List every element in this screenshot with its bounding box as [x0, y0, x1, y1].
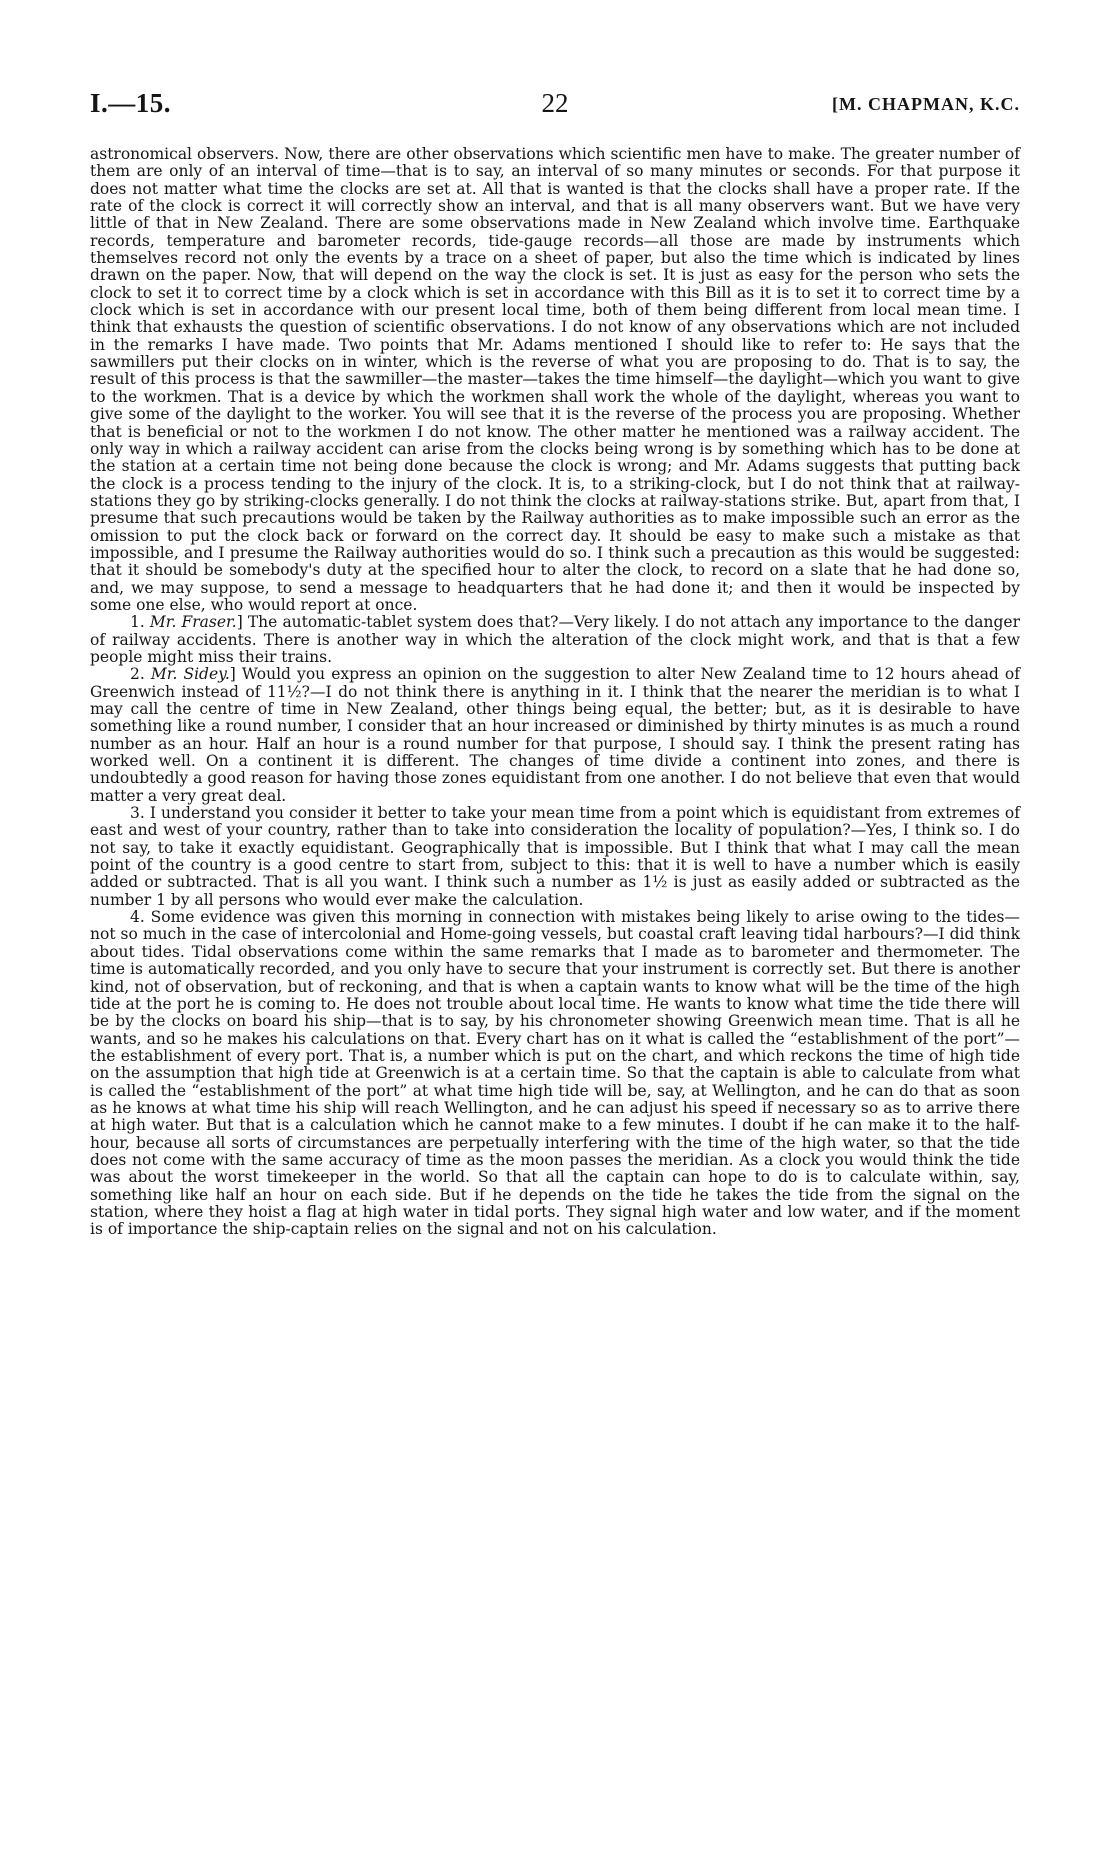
paragraph-text: Some evidence was given this morning in connection with mistakes being likely to arise owing to the tides—not so much in the case of intercolonial and Home-going vessels, but coastal craft leaving tidal harbours?—I did think about tides. Tidal observations come within the same remarks that I made as to barometer and thermometer. The time is automatically recorded, and you only have to secure that your instrument is correctly set. But there is another kind, not of observation, but of reckoning, and that is when a captain wants to know what will be the time of the high tide at the port he is coming to. He does not trouble about local time. He wants to know what time the tide there will be by the clocks on board his ship—that is to say, by his chronometer showing Greenwich mean time. That is all he wants, and so he makes his calculations on that. Every chart has on it what is called the “establishment of the port”—the establishment of every port. That is, a number which is put on the chart, and which reckons the time of high tide on the assumption that high tide at Greenwich is at a certain time. So that the captain is able to calculate from what is called the “establishment of the port” at what time high tide will be, say, at Wellington, and he can do that as soon as he knows at what time his ship will reach Wellington, and he can adjust his speed if necessary so as to arrive there at high water. But that is a calculation which he cannot make to a few minutes. I doubt if he can make it to the half-hour, because all sorts of circumstances are perpetually interfering with the time of the high water, so that the tide does not come with the same accuracy of time as the moon passes the meridian. As a clock you would think the tide was about the worst timekeeper in the world. So that all the captain can hope to do is to calculate within, say, something like half an hour on each side. But if he depends on the tide he takes the tide from the signal on the station, where they hoist a flag at high water in tidal ports. They signal high water and low water, and if the moment is of importance the ship-captain relies on the signal and not on his calculation. [90, 908, 1020, 1239]
witness-name: [M. CHAPMAN, K.C. [832, 94, 1020, 114]
question-paragraph-1 [90, 614, 1020, 666]
paragraph-text: ] Would you express an opinion on the suggestion to alter New Zealand time to 12 hours ahead of Greenwich instead of 11½?—I do not think there is anything in it. I think that the nearer the meridian is to what I may call the centre of time in New Zealand, other things being equal, the better; but, as it is desirable to have something like a round number, I consider that an hour increased or diminished by thirty minutes is as much a round number as an hour. Half an hour is a round number for that purpose, I should say. I think the present rating has worked well. On a continent it is different. The changes of time divide a continent into zones, and there is undoubtedly a good reason for having those zones equidistant from one another. I do not believe that even that would matter a very great deal. [90, 665, 1020, 805]
question-number: 3. [130, 804, 145, 823]
question-number: 1. [130, 613, 145, 632]
paragraph-text: astronomical observers. Now, there are other observations which scientific men have to make. The greater number of them are only of an interval of time—that is to say, an interval of so many minutes or seconds. For that purpose it does not matter what time the clocks are set at. All that is wanted is that the clocks shall have a proper rate. If the rate of the clock is correct it will correctly show an interval, and that is all many observers want. But we have very little of that in New Zealand. There are some observations made in New Zealand which involve time. Earthquake records, temperature and barometer records, tide-gauge records—all those are made by instruments which themselves record not only the events by a trace on a sheet of paper, but also the time which is indicated by lines drawn on the paper. Now, that will depend on the way the clock is set. It is just as easy for the person who sets the clock to set it to correct time by a clock which is set in accordance with this Bill as it is to set it to correct time by a clock which is set in accordance with our present local time, both of them being different from local mean time. I think that exhausts the question of scientific observations. I do not know of any observations which are not included in the remarks I have made. Two points that Mr. Adams mentioned I should like to refer to: He says that the sawmillers put their clocks on in winter, which is the reverse of what you are proposing to do. That is to say, the result of this process is that the sawmiller—the master—takes the time himself—the daylight—which you want to give to the workmen. That is a device by which the workmen shall work the whole of the daylight, whereas you want to give some of the daylight to the worker. You will see that it is the reverse of the process you are proposing. Whether that is beneficial or not to the workmen I do not know. The other matter he mentioned was a railway accident. The only way in which a railway accident can arise from the clocks being wrong is by something which has to be done at the station at a certain time not being done because the clock is wrong; and Mr. Adams suggests that putting back the clock is a process tending to the injury of the clock. It is, to a striking-clock, but I do not think that at railway-stations they go by striking-clocks generally. I do not think the clocks at railway-stations strike. But, apart from that, I presume that such precautions would be taken by the Railway authorities as to make impossible such an error as the omission to put the clock back or forward on the correct day. It should be easy to make such a mistake as that impossible, and I presume the Railway authorities would do so. I think such a precaution as this would be suggested: that it should be somebody's duty at the specified hour to alter the clock, to record on a slate that he had done so, and, we may suppose, to send a message to headquarters that he had done it; and then it would be inspected by some one else, who would report at once. [90, 145, 1020, 614]
paragraph-text: I understand you consider it better to take your mean time from a point which is equidistant from extremes of east and west of your country, rather than to take into consideration the locality of population?—Yes, I think so. I do not say, to take it exactly equidistant. Geographically that is impossible. But I think that what I may call the mean point of the country is a good centre to start from, subject to this: that it is well to have a number which is easily added or subtracted. That is all you want. I think such a number as 1½ is just as easily added or subtracted as the number 1 by all persons who would ever make the calculation. [90, 804, 1021, 909]
document-page [90, 88, 1020, 1239]
question-number: 2. [130, 665, 145, 684]
questioner-name: Mr. Sidey. [150, 665, 230, 684]
page-number: 22 [541, 88, 569, 118]
question-number: 4. [130, 908, 145, 927]
question-paragraph-2 [90, 666, 1020, 805]
body-text [90, 146, 1020, 1239]
page-header [90, 88, 1020, 128]
paragraph-text: ] The automatic-tablet system does that?—Very likely. I do not attach any importance to the danger of railway accidents. There is another way in which the alteration of the clock might work, and that is that a few people might miss their trains. [90, 613, 1020, 666]
question-paragraph-3 [90, 805, 1020, 909]
document-reference: I.—15. [90, 88, 172, 118]
questioner-name: Mr. Fraser. [149, 613, 237, 632]
paragraph-continuation [90, 146, 1020, 614]
question-paragraph-4 [90, 909, 1020, 1239]
